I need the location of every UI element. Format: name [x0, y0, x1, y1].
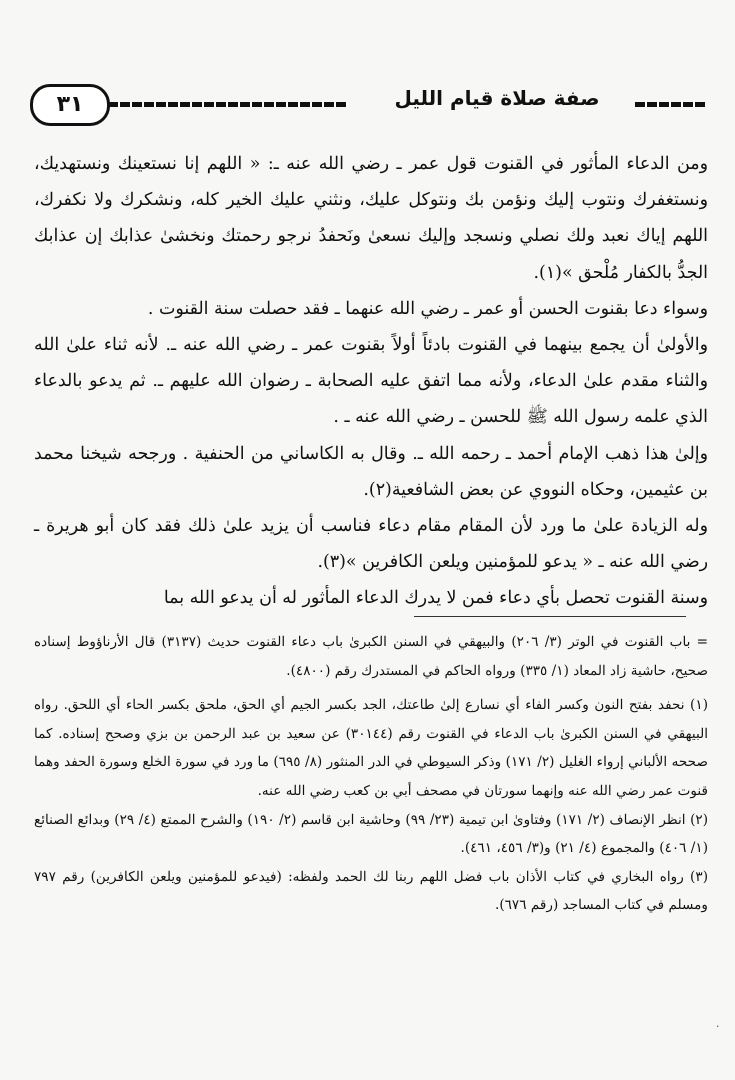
running-title: صفة صلاة قيام الليل: [394, 86, 600, 110]
main-text: [34, 146, 708, 617]
footnote-2: (٢) انظر الإنصاف (٢/ ١٧١) وفتاوىٰ ابن تيمية (٢٣/ ٩٩) وحاشية ابن قاسم (٢/ ١٩٠) والشرح الممتع (٤/ ٢٩) وبدائع الصنائع (١/ ٤٠٦) والمجموع (٤/ ٢١) و(٣/ ٤٥٦، ٤٦١).: [34, 811, 709, 857]
footnote-3: (٣) رواه البخاري في كتاب الأذان باب فضل اللهم ربنا لك الحمد ولفظه: (فيدعو للمؤمنين ويلعن الكافرين) رقم ٧٩٧ ومسلم في كتاب المساجد (رقم ٦٧٦).: [34, 868, 708, 914]
body-paragraph: وإلىٰ هذا ذهب الإمام أحمد ـ رحمه الله ـ. وقال به الكاساني من الحنفية . ورجحه شيخنا محمد بن عثيمين، وحكاه النووي عن بعض الشافعية(٢).: [34, 443, 708, 500]
body-paragraph: ومن الدعاء المأثور في القنوت قول عمر ـ رضي الله عنه ـ: « اللهم إنا نستعينك ونستهديك، ونستغفرك ونتوب إليك ونؤمن بك ونتوكل عليك، ونثني عليك الخير كله، ونشكرك ولا نكفرك، اللهم إياك نعبد ولك نصلي ونسجد وإليك نسعىٰ ونَحفدُ نرجو رحمتك ونخشىٰ عذابك إن عذابك الجدُّ بالكفار مُلْحق »(١).: [34, 154, 708, 283]
page-number: ٣١: [30, 84, 110, 126]
body-paragraph: وله الزيادة علىٰ ما ورد لأن المقام مقام دعاء فناسب أن يزيد علىٰ ذلك فقد كان أبو هريرة ـ رضي الله عنه ـ « يدعو للمؤمنين ويلعن الكافرين »(٣).: [34, 516, 708, 573]
footnotes: [34, 628, 708, 920]
footnote-divider: [414, 616, 686, 617]
body-paragraph: والأولىٰ أن يجمع بينهما في القنوت بادئاً أولاً بقنوت عمر ـ رضي الله عنه ـ. لأنه ثناء علىٰ الله والثناء مقدم علىٰ الدعاء، ولأنه مما اتفق عليه الصحابة ـ رضوان الله عليهم ـ. ثم يدعو بالدعاء الذي علمه رسول الله ﷺ للحسن ـ رضي الله عنه ـ .: [34, 335, 708, 428]
body-paragraph: وسنة القنوت تحصل بأي دعاء فمن لا يدرك الدعاء المأثور له أن يدعو الله بما: [163, 588, 708, 609]
header-rule-left: [108, 102, 348, 107]
scan-mark: ·: [716, 1020, 720, 1033]
footnote-1: (١) نحفد بفتح النون وكسر الفاء أي نسارع إلىٰ طاعتك، الجد بكسر الجيم أي الحق، ملحق بكسر الحاء أي اللحق. رواه البيهقي في السنن الكبرىٰ باب الدعاء في القنوت رقم (٣٠١٤٤) عن سعيد بن عبد الرحمن بن بزي وصحح إسناده. كما صححه الألباني إرواء الغليل (٢/ ١٧١) وذكر السيوطي في الدر المنثور (٨/ ٦٩٥) ما ورد في سورة الخلع وسورة الحفد وهما قنوت عمر رضي الله عنه وإنهما سورتان في مصحف أبي بن كعب رضي الله عنه.: [34, 697, 709, 799]
body-paragraph: وسواء دعا بقنوت الحسن أو عمر ـ رضي الله عنهما ـ فقد حصلت سنة القنوت .: [147, 298, 708, 319]
header-rule-right: [635, 102, 705, 107]
footnote-continued: = باب القنوت في الوتر (٣/ ٢٠٦) والبيهقي في السنن الكبرىٰ باب دعاء القنوت حديث (٣١٣٧) قال الأرناؤوط إسناده صحيح، حاشية زاد المعاد (١/ ٣٣٥) ورواه الحاكم في المستدرك رقم (٤٨٠٠).: [34, 634, 708, 679]
page-header: [30, 84, 705, 124]
